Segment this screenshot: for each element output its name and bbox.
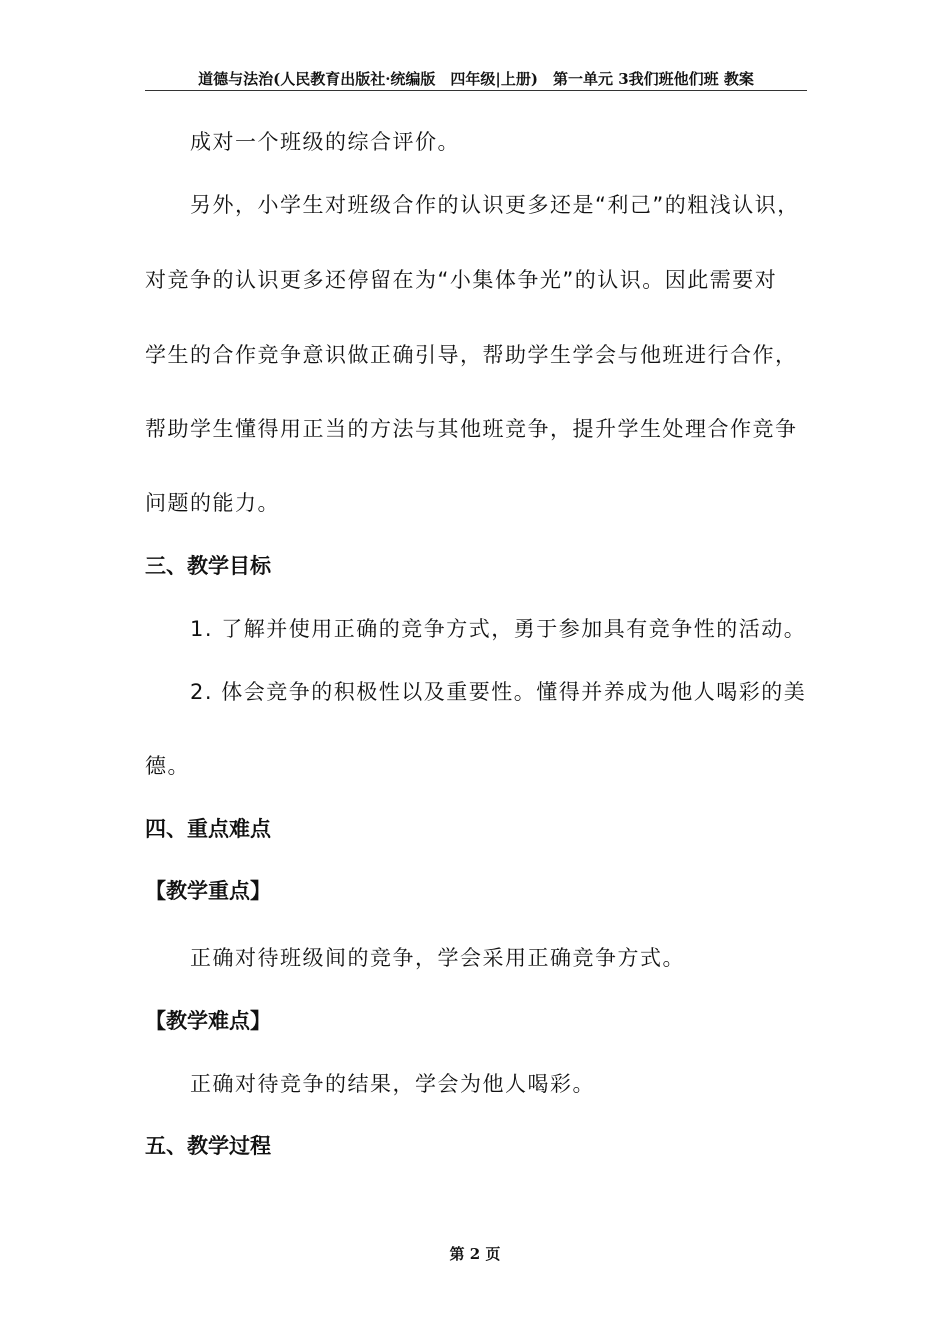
page-number: 第 2 页 (449, 1245, 501, 1263)
section-heading-goals: 三、教学目标 (145, 554, 271, 578)
paragraph-line: 学生的合作竞争意识做正确引导，帮助学生学会与他班进行合作， (145, 343, 798, 367)
key-point-text: 正确对待班级间的竞争，学会采用正确竞争方式。 (190, 946, 685, 970)
section-heading-process: 五、教学过程 (145, 1134, 271, 1158)
section-heading-key-points: 四、重点难点 (145, 817, 271, 841)
difficult-point-title: 【教学难点】 (145, 1009, 271, 1033)
paragraph-line: 另外，小学生对班级合作的认识更多还是“利己”的粗浅认识， (190, 193, 800, 217)
goal-item-2: 2. 体会竞争的积极性以及重要性。懂得并养成为他人喝彩的美 (190, 680, 807, 704)
goal-item-2-continued: 德。 (145, 754, 190, 778)
paragraph-line: 对竞争的认识更多还停留在为“小集体争光”的认识。因此需要对 (145, 268, 778, 292)
paragraph-line: 成对一个班级的综合评价。 (190, 130, 460, 154)
key-point-title: 【教学重点】 (145, 879, 271, 903)
page-header: 道德与法治(人民教育出版社·统编版 四年级|上册) 第一单元 3我们班他们班 教案 (145, 70, 807, 91)
difficult-point-text: 正确对待竞争的结果，学会为他人喝彩。 (190, 1072, 595, 1096)
goal-item-1: 1. 了解并使用正确的竞争方式，勇于参加具有竞争性的活动。 (190, 617, 807, 641)
paragraph-line: 问题的能力。 (145, 491, 280, 515)
paragraph-line: 帮助学生懂得用正当的方法与其他班竞争，提升学生处理合作竞争 (145, 417, 798, 441)
